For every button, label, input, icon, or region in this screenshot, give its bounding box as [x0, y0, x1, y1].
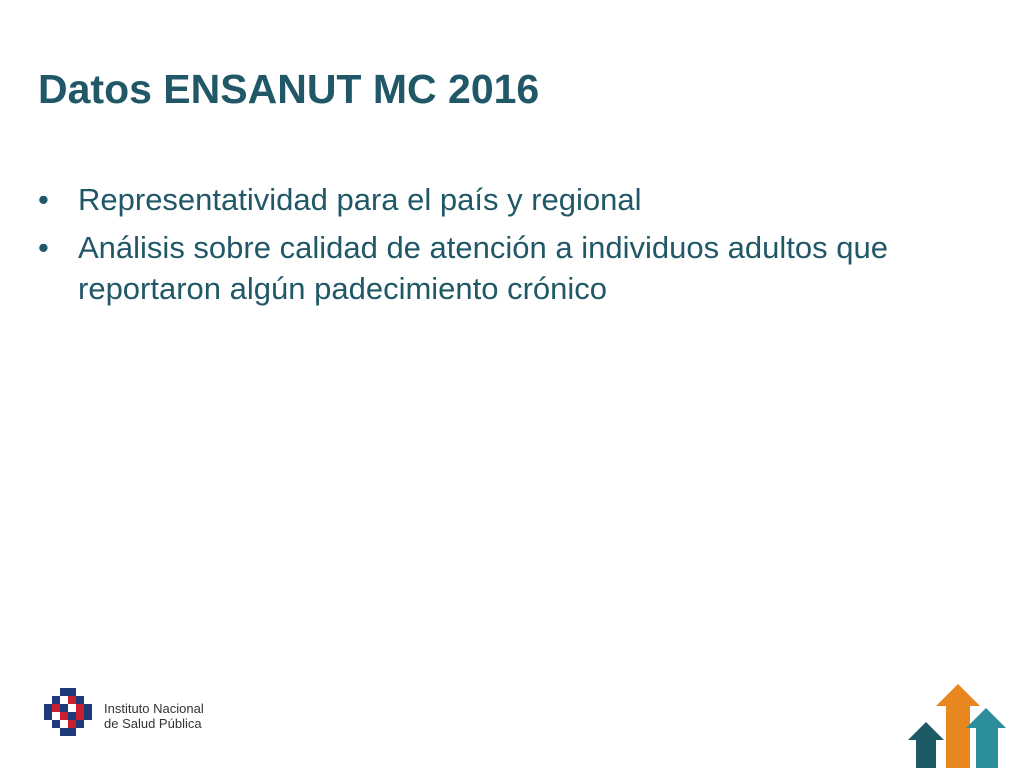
insp-logo-text [104, 702, 204, 732]
bullet-marker: • [38, 230, 49, 266]
slide-title: Datos ENSANUT MC 2016 [38, 66, 540, 112]
bullet-text: Análisis sobre calidad de atención a individuos adultos que reportaron algún padecimiento crónico [78, 230, 888, 306]
bullet-marker: • [38, 182, 49, 217]
insp-logo [42, 686, 222, 746]
bullet-item [38, 180, 938, 220]
bullet-list [38, 180, 938, 317]
insp-logo-icon [42, 686, 100, 744]
logo-line-2: de Salud Pública [104, 715, 202, 731]
logo-line-1: Instituto Nacional [104, 701, 204, 716]
bullet-text: Representatividad para el país y regional [78, 182, 642, 217]
bullet-item [38, 228, 938, 309]
growth-arrows-icon [900, 680, 1010, 768]
